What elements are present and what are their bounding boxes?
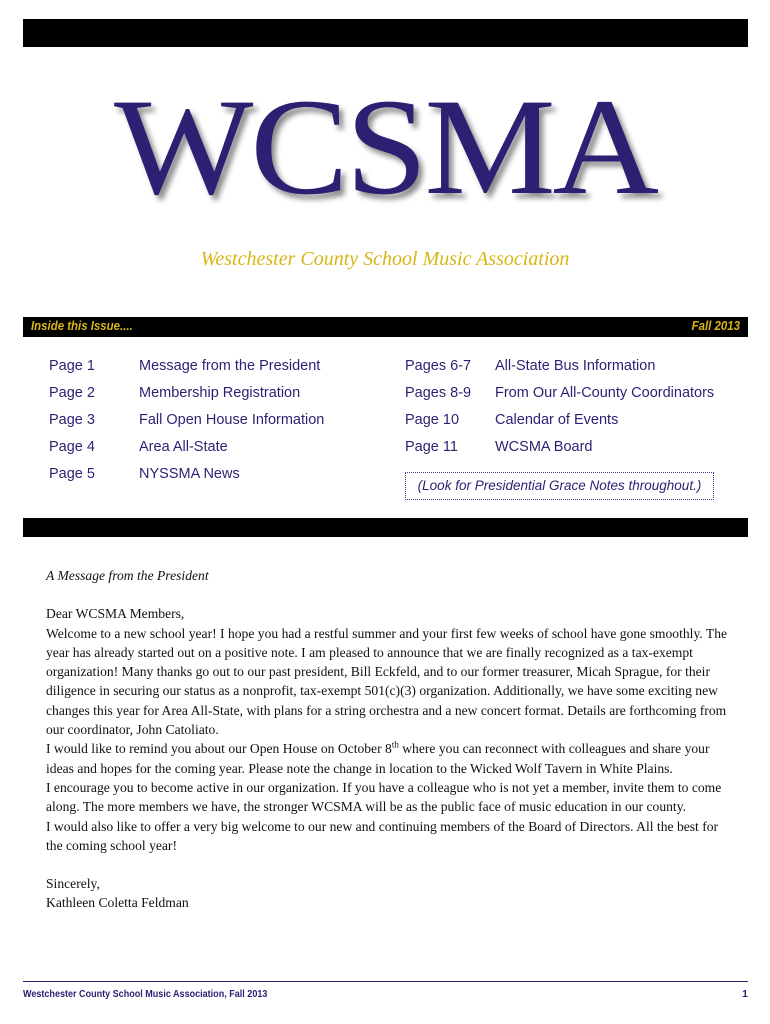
toc-topic: Area All-State (139, 439, 228, 455)
footer-publication: Westchester County School Music Association, Fall 2013 (23, 988, 268, 1000)
president-message (46, 566, 736, 913)
toc-page: Page 11 (405, 439, 458, 455)
paragraph (46, 739, 736, 778)
paragraph-text: I would like to remind you about our Open House on October 8 (46, 741, 392, 757)
toc-topic: Membership Registration (139, 385, 301, 401)
toc-page: Page 2 (49, 385, 95, 401)
signature: Kathleen Coletta Feldman (46, 895, 189, 911)
paragraph-text: where you can reconnect with colleagues and share your ideas and hopes for the coming year. Please note the change in location to the Wicked Wolf Tavern in White Plains. (46, 741, 710, 776)
toc-topic: From Our All-County Coordinators (495, 385, 715, 401)
ordinal-suffix: th (391, 739, 399, 750)
grace-notes-callout: (Look for Presidential Grace Notes throughout.) (405, 472, 714, 500)
toc-page: Pages 8-9 (405, 385, 472, 401)
paragraph: I encourage you to become active in our organization. If you have a colleague who is not yet a member, invite them to come along. The more members we have, the stronger WCSMA will be as the public face of music education in our county. (46, 779, 722, 815)
section-divider-bar (23, 518, 748, 537)
issue-season-label: Fall 2013 (691, 318, 740, 333)
toc-topic: Calendar of Events (495, 412, 619, 428)
masthead-title: WCSMA (114, 70, 656, 223)
toc-page: Page 5 (49, 466, 95, 482)
spacer (46, 855, 736, 874)
toc-topic: NYSSMA News (139, 466, 240, 482)
toc-topic: Fall Open House Information (139, 412, 325, 428)
toc-page: Page 10 (405, 412, 460, 428)
toc-topic: Message from the President (139, 358, 321, 374)
toc-topic: All-State Bus Information (495, 358, 656, 374)
paragraph: I would also like to offer a very big welcome to our new and continuing members of the Board of Directors. All the best for the coming school year! (46, 818, 719, 853)
contents-header-bar (23, 317, 748, 337)
toc-page: Page 3 (49, 412, 95, 428)
salutation: Dear WCSMA Members, (46, 606, 185, 622)
inside-this-issue-label: Inside this Issue.... (31, 318, 133, 333)
article-heading: A Message from the President (46, 568, 209, 583)
toc-page: Page 1 (49, 358, 95, 374)
footer-rule (23, 981, 748, 982)
toc-topic: WCSMA Board (495, 439, 593, 455)
toc-page: Page 4 (49, 439, 95, 455)
page-number: 1 (742, 988, 748, 1000)
paragraph: Welcome to a new school year! I hope you had a restful summer and your first few weeks of school have gone smoothly. The year has already started out on a positive note. I am pleased to announce that we are finally recognized as a tax-exempt organization! Many thanks go out to our past president, Bill Eckfeld, and to our former treasurer, Micah Sprague, for their diligence in securing our status as a nonprofit, tax-exempt 501(c)(3) organization. Additionally, we have some exciting new changes this year for Area All-State, with plans for a string orchestra and a new concert format. Details are forthcoming from our coordinator, John Catoliato. (46, 625, 728, 738)
masthead-subtitle: Westchester County School Music Association (200, 248, 570, 270)
closing: Sincerely, (46, 876, 100, 892)
toc-page: Pages 6-7 (405, 358, 472, 374)
top-black-bar (23, 19, 748, 47)
